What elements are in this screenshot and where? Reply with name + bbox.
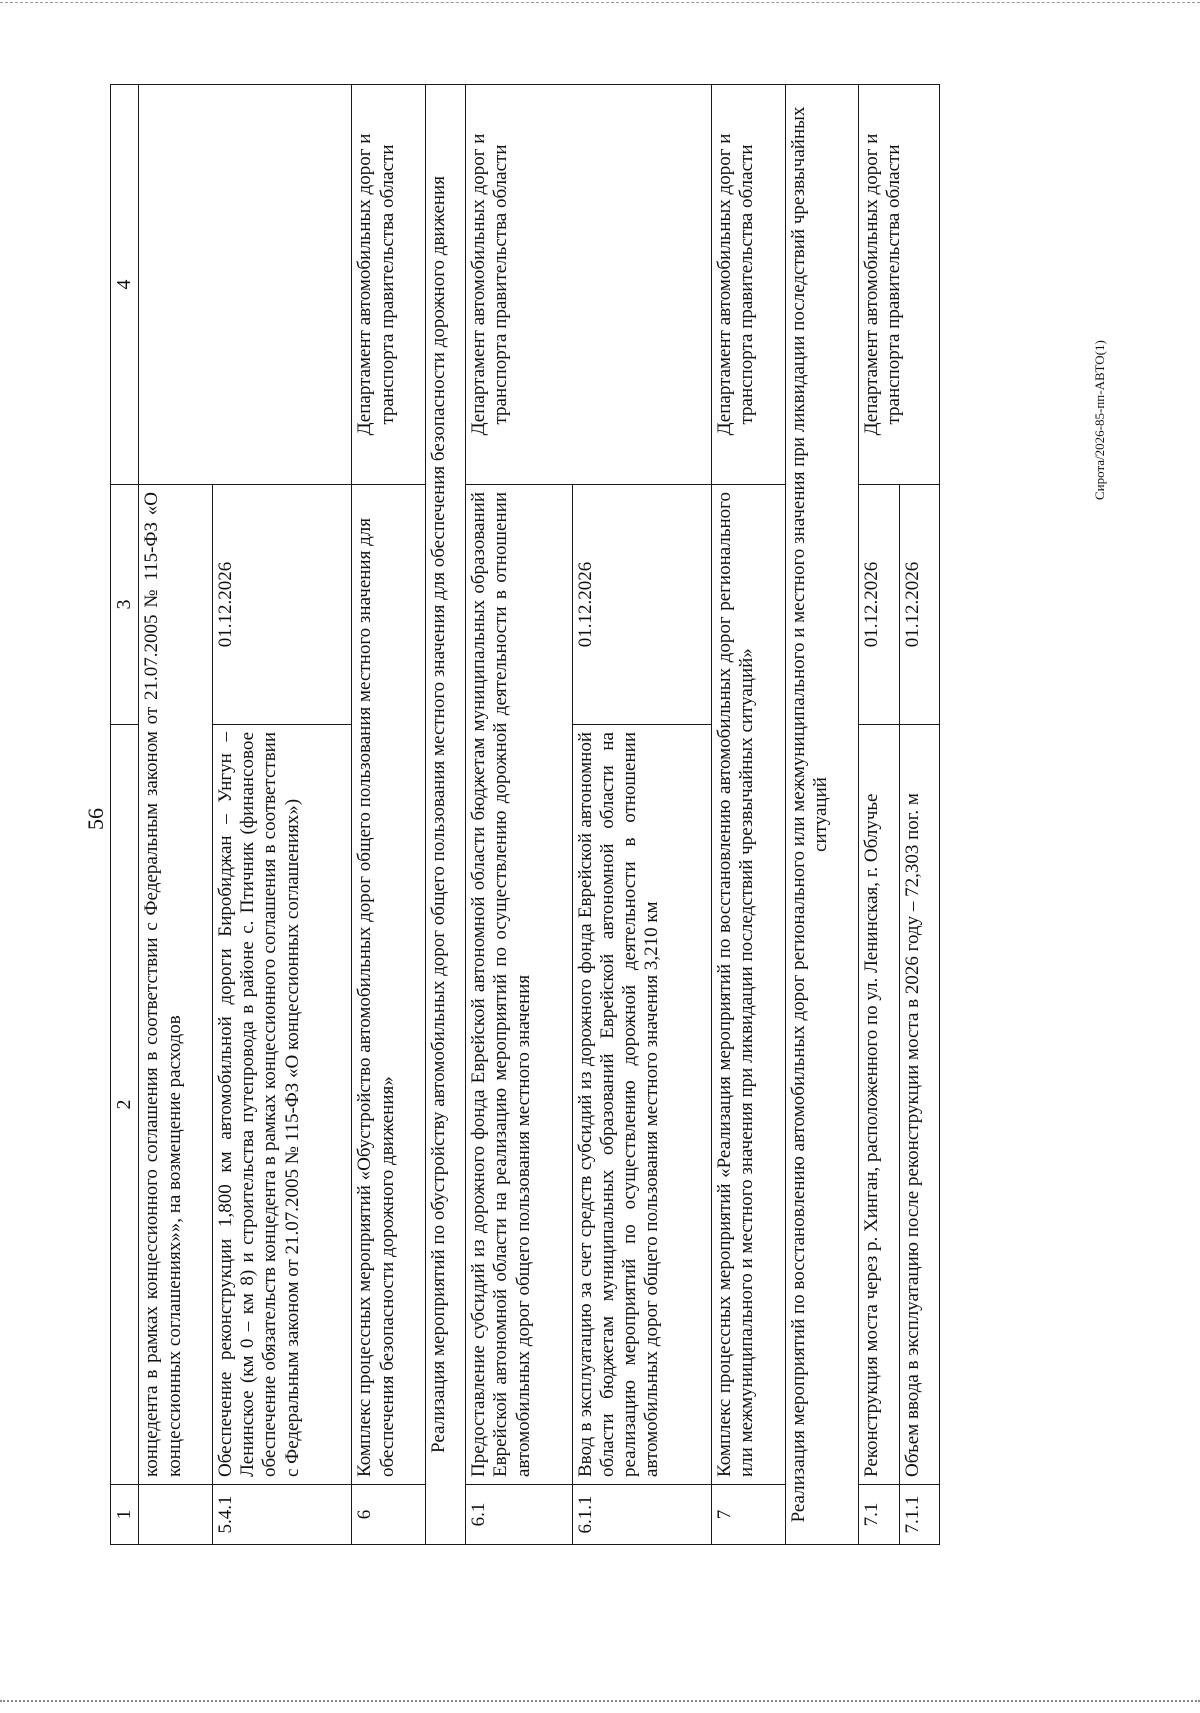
continuation-text: концедента в рамках концессионного соглашения в соответствии с Федеральным законом от 21.07.2005 № 115-ФЗ «О концессионных соглашениях»», на возмещение расходов (139, 485, 212, 1485)
row-description: Реконструкция моста через р. Хинган, расположенного по ул. Ленинская, г. Облучье (859, 725, 899, 1485)
row-description: Обеспечение реконструкции 1,800 км автомобильной дороги Биробиджан – Унгун – Ленинское (км 0 – км 8) и строительства путепровода в районе с. Птичник (финансовое обеспечение обязательств концедента в рамках концессионного соглашения в соответствии с Федеральным законом от 21.07.2005 № 115-ФЗ «О концессионных соглашениях») (212, 725, 351, 1485)
rotated-table-wrapper (110, 85, 940, 1545)
document-code: Сирота/2026-85-пп-АВТО(1) (1092, 340, 1107, 500)
table-row-6-1 (466, 85, 572, 1545)
table-row-7 (712, 85, 785, 1545)
row-responsible: Департамент автомобильных дорог и транспорта правительства области (352, 85, 425, 485)
row-number: 5.4.1 (212, 1485, 351, 1545)
scan-edge-bottom (0, 1700, 1200, 1703)
row-number: 6 (352, 1485, 425, 1545)
scan-edge-top (0, 2, 1200, 4)
table-header-row (111, 85, 139, 1545)
table-row-section-6 (425, 85, 465, 1545)
row-description: Предоставление субсидий из дорожного фонда Еврейской автономной области бюджетам муниципальных образований Еврейской автономной области на реализацию мероприятий по осуществлению дорожной деятельности в отношении автомобильных дорог общего пользования местного значения (466, 485, 572, 1485)
row-responsible: Департамент автомобильных дорог и транспорта правительства области (466, 85, 712, 485)
row-responsible: Департамент автомобильных дорог и транспорта правительства области (712, 85, 785, 485)
row-number: 7 (712, 1485, 785, 1545)
section-heading: Реализация мероприятий по восстановлению автомобильных дорог регионального или межмуниципального и местного значения при ликвидации последствий чрезвычайных ситуаций (785, 85, 858, 1545)
row-date: 01.12.2026 (859, 485, 899, 725)
plan-table (110, 84, 940, 1545)
responsible-cell (139, 85, 352, 485)
row-description: Ввод в эксплуатацию за счет средств субсидий из дорожного фонда Еврейской автономной области бюджетам муниципальных образований Еврейской автономной области на реализацию мероприятий по осуществлению дорожной деятельности в отношении автомобильных дорог общего пользования местного значения 3,210 км (572, 725, 711, 1485)
section-heading: Реализация мероприятий по обустройству автомобильных дорог общего пользования местного значения для обеспечения безопасности дорожного движения (425, 85, 465, 1545)
row-number: 6.1.1 (572, 1485, 711, 1545)
row-date: 01.12.2026 (572, 485, 711, 725)
row-number-cell (139, 1485, 212, 1545)
header-col-4: 4 (111, 85, 139, 485)
table-row-continuation (139, 85, 212, 1545)
row-number: 7.1.1 (899, 1485, 939, 1545)
table-row-7-1 (859, 85, 899, 1545)
row-number: 7.1 (859, 1485, 899, 1545)
row-number: 6.1 (466, 1485, 572, 1545)
page-number: 56 (83, 808, 108, 830)
row-description: Комплекс процессных мероприятий «Реализация мероприятий по восстановлению автомобильных дорог регионального или межмуниципального и местного значения при ликвидации последствий чрезвычайных ситуаций» (712, 485, 785, 1485)
row-description: Комплекс процессных мероприятий «Обустройство автомобильных дорог общего пользования местного значения для обеспечения безопасности дорожного движения» (352, 485, 425, 1485)
row-responsible: Департамент автомобильных дорог и транспорта правительства области (859, 85, 940, 485)
row-date: 01.12.2026 (899, 485, 939, 725)
table-row-section-7 (785, 85, 858, 1545)
header-col-1: 1 (111, 1485, 139, 1545)
row-description: Объем ввода в эксплуатацию после реконструкции моста в 2026 году – 72,303 пог. м (899, 725, 939, 1485)
header-col-2: 2 (111, 725, 139, 1485)
row-date: 01.12.2026 (212, 485, 351, 725)
header-col-3: 3 (111, 485, 139, 725)
table-row-6 (352, 85, 425, 1545)
